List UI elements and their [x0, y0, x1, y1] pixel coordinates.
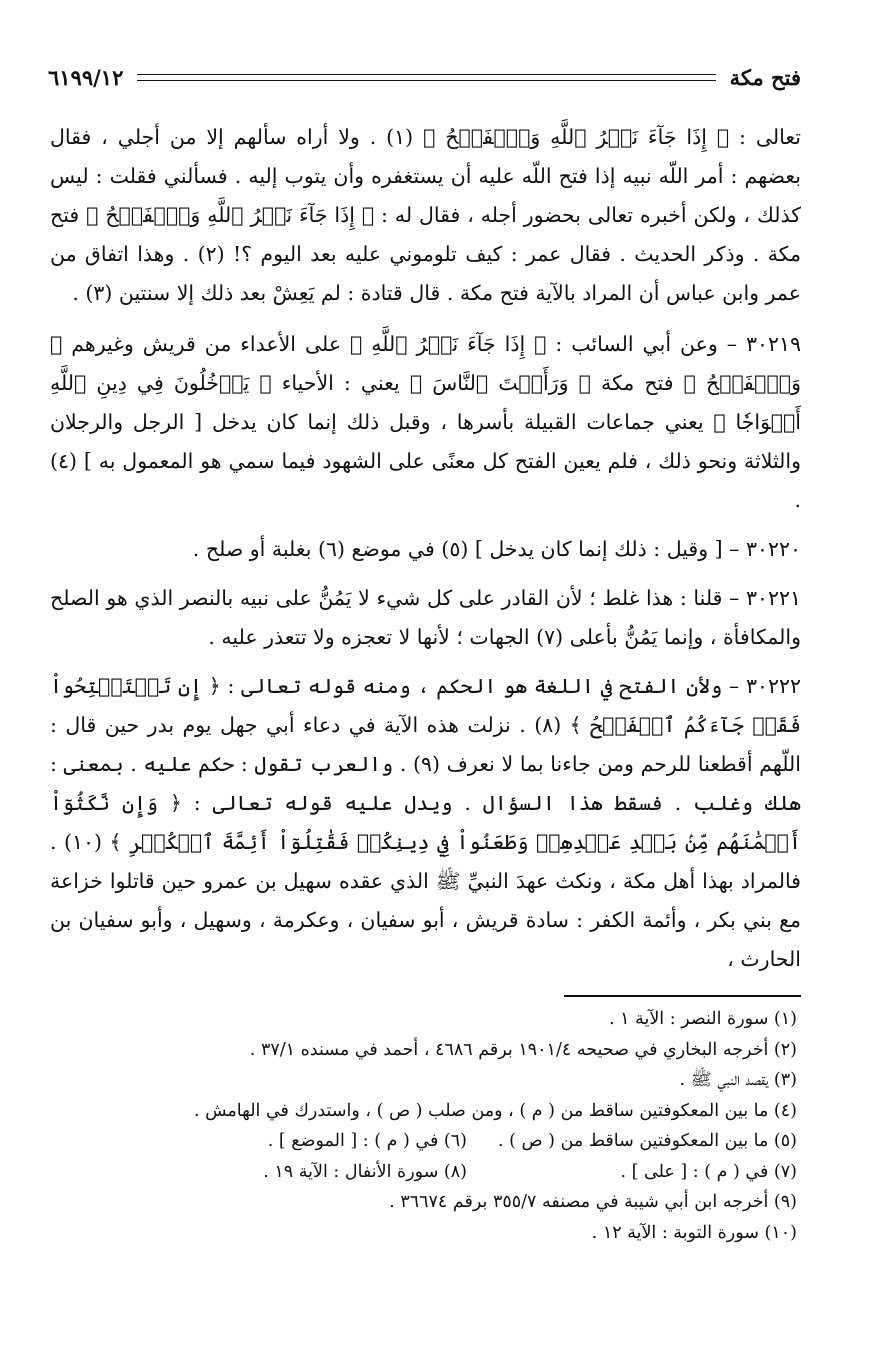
paragraph-30222: ٣٠٢٢٢ – ولأن الفتح في اللغة هو الحكم ، ومنه قوله تعالى : ﴿ إِن تَسۡتَفۡتِحُواْ فَقَدۡ جَآءَكُمُ ٱلۡفَتۡحُ ﴾ (٨) . نزلت هذه الآية في دعاء أبي جهل يوم بدر حين قال : اللّهم أقطعنا للرحم ومن جاءنا بما لا نعرف (٩) . والعرب تقول : حكم عليه . بمعنى : هلك وغلب . فسقط هذا السؤال . ويدل عليه قوله تعالى : ﴿ وَإِن نَّكَثُوٓاْ أَيۡمَٰنَهُم مِّنۢ بَعۡدِ عَهۡدِهِمۡ وَطَعَنُواْ فِي دِينِكُمۡ فَقَٰتِلُوٓاْ أَئِمَّةَ ٱلۡكُفۡرِ ﴾ (١٠) . فالمراد بهذا أهل مكة ، ونكث عهدَ النبيِّ ﷺ الذي عقده سهيل بن عمرو حين قاتلوا خزاعة مع بني بكر ، وأئمة الكفر : سادة قريش ، أبو سفيان ، وعكرمة ، وسهيل ، وأبو سفيان بن الحارث ، — [50, 674, 802, 971]
footnotes — [50, 1004, 797, 1248]
footnote-1: (١) سورة النصر : الآية ١ . — [608, 1009, 797, 1029]
header-rule — [137, 74, 715, 81]
running-title: فتح مكة — [729, 64, 801, 90]
footnote-8: (٨) سورة الأنفال : الآية ١٩ . — [263, 1161, 467, 1182]
footnote-5: (٥) ما بين المعكوفتين ساقط من ( ص ) . — [497, 1131, 797, 1151]
main-text — [50, 118, 801, 989]
footnote-10: (١٠) سورة التوبة : الآية ١٢ . — [591, 1222, 797, 1243]
paragraph-30221: ٣٠٢٢١ – قلنا : هذا غلط ؛ لأن القادر على كل شيء لا يَمُنُّ على نبيه بالنصر الذي هو الصلح والمكافأة ، وإنما يَمُنُّ بأعلى (٧) الجهات ؛ لأنها لا تعجزه ولا تتعذر عليه . — [50, 586, 801, 649]
footnote-separator — [564, 995, 801, 997]
footnote-4: (٤) ما بين المعكوفتين ساقط من ( م ) ، ومن صلب ( ص ) ، واستدرك في الهامش . — [194, 1100, 797, 1121]
footnote-row-7-8 — [50, 1157, 797, 1188]
footnote-6: (٦) في ( م ) : [ الموضع ] . — [267, 1131, 467, 1151]
paragraph-30220: ٣٠٢٢٠ – [ وقيل : ذلك إنما كان يدخل ] (٥) في موضع (٦) بغلبة أو صلح . — [192, 537, 801, 561]
footnote-9: (٩) أخرجه ابن أبي شيبة في مصنفه ٣٥٥/٧ برقم ٣٦٦٧٤ . — [389, 1192, 797, 1212]
footnote-3: (٣) يقصد النبي ﷺ . — [679, 1070, 797, 1090]
paragraph-continuation: تعالى : ﴿ إِذَا جَآءَ نَصۡرُ ٱللَّهِ وَٱلۡفَتۡحُ ﴾ (١) . ولا أراه سألهم إلا من أجلي ، فقال بعضهم : أمر اللّه نبيه إذا فتح اللّه عليه أن يستغفره وأن يتوب إليه . فسألني فقلت : ليس كذلك ، ولكن أخبره تعالى بحضور أجله ، فقال له : ﴿ إِذَا جَآءَ نَصۡرُ ٱللَّهِ وَٱلۡفَتۡحُ ﴾ فتح مكة . وذكر الحديث . فقال عمر : كيف تلوموني عليه بعد اليوم ؟! (٢) . وهذا اتفاق من عمر وابن عباس أن المراد بالآية فتح مكة . قال قتادة : لم يَعِشْ بعد ذلك إلا سنتين (٣) . — [50, 125, 801, 305]
page-header — [48, 62, 801, 92]
footnote-row-5-6 — [50, 1126, 797, 1157]
footnote-2: (٢) أخرجه البخاري في صحيحه ١٩٠١/٤ برقم ٤٦٨٦ ، أحمد في مسنده ٣٧/١ . — [249, 1039, 797, 1060]
footnote-7: (٧) في ( م ) : [ على ] . — [620, 1161, 797, 1182]
paragraph-30219: ٣٠٢١٩ – وعن أبي السائب : ﴿ إِذَا جَآءَ نَصۡرُ ٱللَّهِ ﴾ على الأعداء من قريش وغيرهم ﴿ وَٱلۡفَتۡحُ ﴾ فتح مكة ﴿ وَرَأَيۡتَ ٱلنَّاسَ ﴾ يعني : الأحياء ﴿ يَدۡخُلُونَ فِي دِينِ ٱللَّهِ أَفۡوَاجٗا ﴾ يعني جماعات القبيلة بأسرها ، وقبل ذلك إنما كان يدخل [ الرجل والرجلان والثلاثة ونحو ذلك ، فلم يعين الفتح كل معنًى على الشهود فيما سمي هو المعمول به ] (٤) . — [50, 332, 801, 512]
page-number: ٦١٩٩/١٢ — [48, 64, 124, 90]
